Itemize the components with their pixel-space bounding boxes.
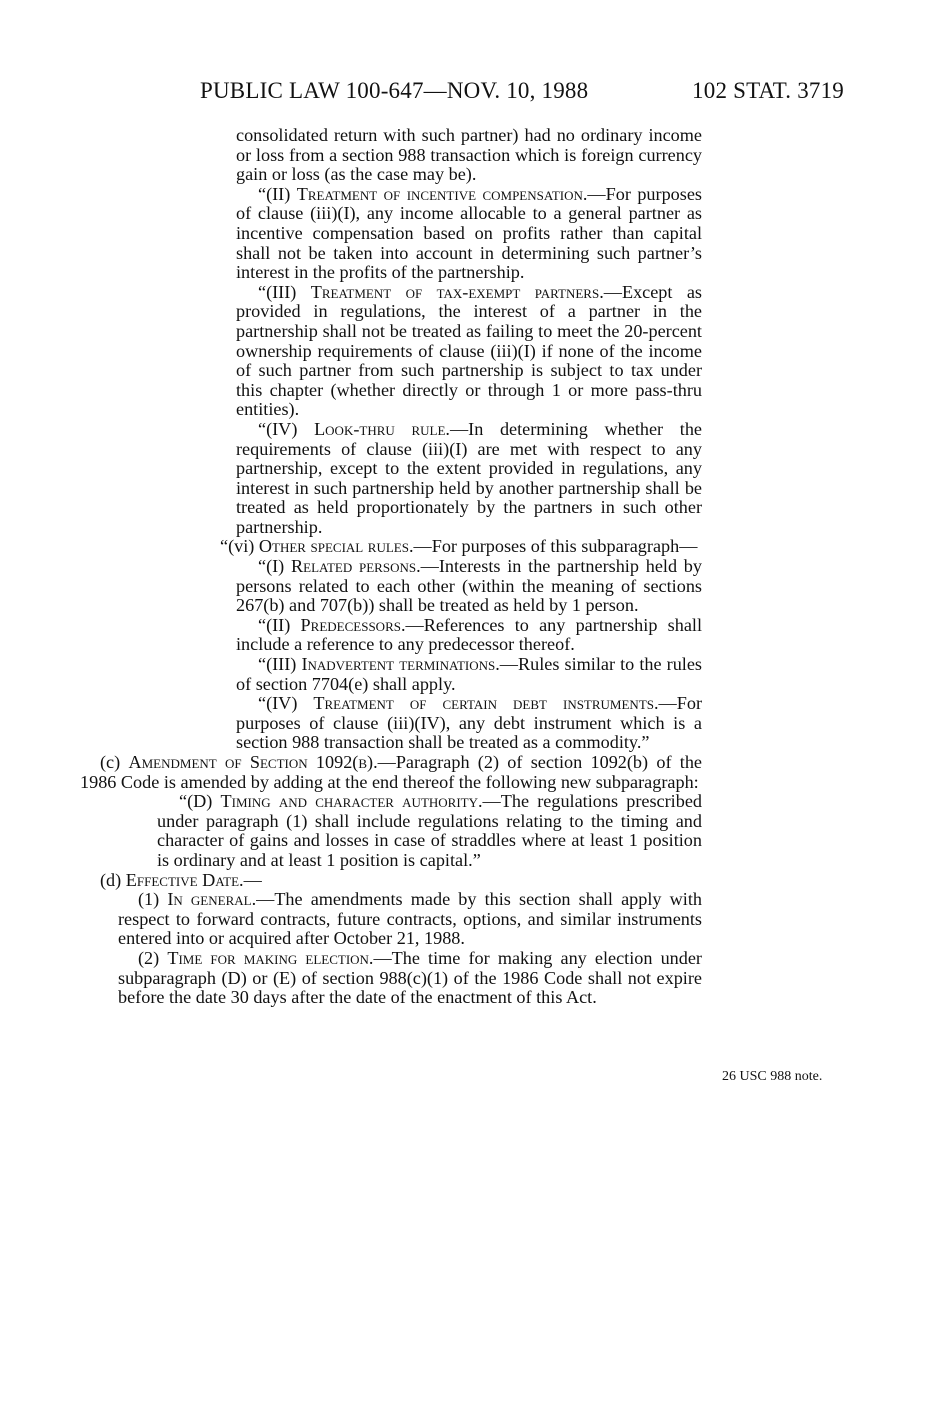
subclause-iv-debt-instruments: “(IV) Treatment of certain debt instruments.—For purposes of clause (iii)(IV), any debt instrument which is a section 988 transaction shall be treated as a commodity.” — [236, 693, 702, 753]
subclause-i-related-persons: “(I) Related persons.—Interests in the partnership held by persons related to each other (within the meaning of sections 267(b) and 707(b)) shall be treated as held by 1 person. — [236, 556, 702, 616]
section-heading: Inadvertent terminations.— — [301, 654, 518, 675]
paragraph-continuation: consolidated return with such partner) had no ordinary income or loss from a section 988 transaction which is foreign currency gain or loss (as the case may be). — [236, 125, 702, 185]
subclause-iv-look-thru: “(IV) Look-thru rule.—In determining whether the requirements of clause (iii)(I) are met with respect to any partnership, except to the extent provided in regulations, any interest in such partnership held by another partnership shall be treated as held proportionately by the partners in such other partnership. — [236, 418, 702, 537]
subsection-d-effective-date: (d) Effective Date.— — [100, 869, 262, 890]
paragraph-1-in-general: (1) In general.—The amendments made by this section shall apply with respect to forward contracts, future contracts, options, and similar instruments entered into or acquired after October 21, 1988. — [118, 889, 702, 949]
section-heading: Look-thru rule.— — [314, 418, 469, 439]
section-heading: Other special rules.— — [258, 536, 432, 557]
clause-vi-other-rules: “(vi) Other special rules.—For purposes of this subparagraph— — [220, 536, 698, 557]
section-heading: Treatment of incentive compensation.— — [296, 183, 606, 204]
subclause-ii-incentive: “(II) Treatment of incentive compensation.—For purposes of clause (iii)(I), any income allocable to a general partner as incentive compensation based on profits rather than capital shall not be taken into account in determining such partner’s interest in the profits of the partnership. — [236, 183, 702, 283]
subclause-iii-tax-exempt: “(III) Treatment of tax-exempt partners.—Except as provided in regulations, the interest of a partner in the partnership shall not be treated as failing to meet the 20-percent ownership requirements of clause (iii)(I) if none of the income of such partner from such partnership is subject to tax under this chapter (whether directly or through 1 or more pass-thru entities). — [236, 281, 702, 420]
section-heading: Treatment of certain debt instruments.— — [313, 693, 677, 714]
subclause-ii-predecessors: “(II) Predecessors.—References to any partnership shall include a reference to any predecessor thereof. — [236, 614, 702, 655]
statute-text — [0, 126, 940, 1008]
page-number: 102 STAT. 3719 — [692, 78, 844, 103]
subparagraph-d-timing: “(D) Timing and character authority.—The regulations prescribed under paragraph (1) shall include regulations relating to the timing and character of gains and losses in case of straddles where at least 1 position is ordinary and at least 1 position is capital.” — [157, 791, 702, 870]
section-heading: Effective Date.— — [125, 869, 262, 890]
section-heading: Related persons.— — [291, 556, 439, 577]
section-heading: Treatment of tax-exempt partners.— — [310, 281, 622, 302]
section-heading: In general.— — [167, 889, 275, 910]
section-heading: Timing and character authority.— — [220, 791, 501, 812]
marginal-note: 26 USC 988 note. — [722, 1069, 823, 1084]
subsection-c-amendment: (c) Amendment of Section 1092(b).—Paragraph (2) of section 1092(b) of the 1986 Code is amended by adding at the end thereof the following new subparagraph: — [80, 752, 702, 792]
section-heading: Time for making election.— — [167, 947, 392, 968]
section-heading: Amendment of Section 1092(b).— — [128, 752, 396, 772]
section-heading: Predecessors.— — [300, 614, 424, 635]
subclause-iii-terminations: “(III) Inadvertent terminations.—Rules similar to the rules of section 7704(e) shall apply. — [236, 654, 702, 694]
paragraph-2-election: (2) Time for making election.—The time for making any election under subparagraph (D) or (E) of section 988(c)(1) of the 1986 Code shall not expire before the date 30 days after the date of the enactment of this Act. — [118, 947, 702, 1008]
running-header-left: PUBLIC LAW 100-647—NOV. 10, 1988 — [200, 78, 589, 103]
